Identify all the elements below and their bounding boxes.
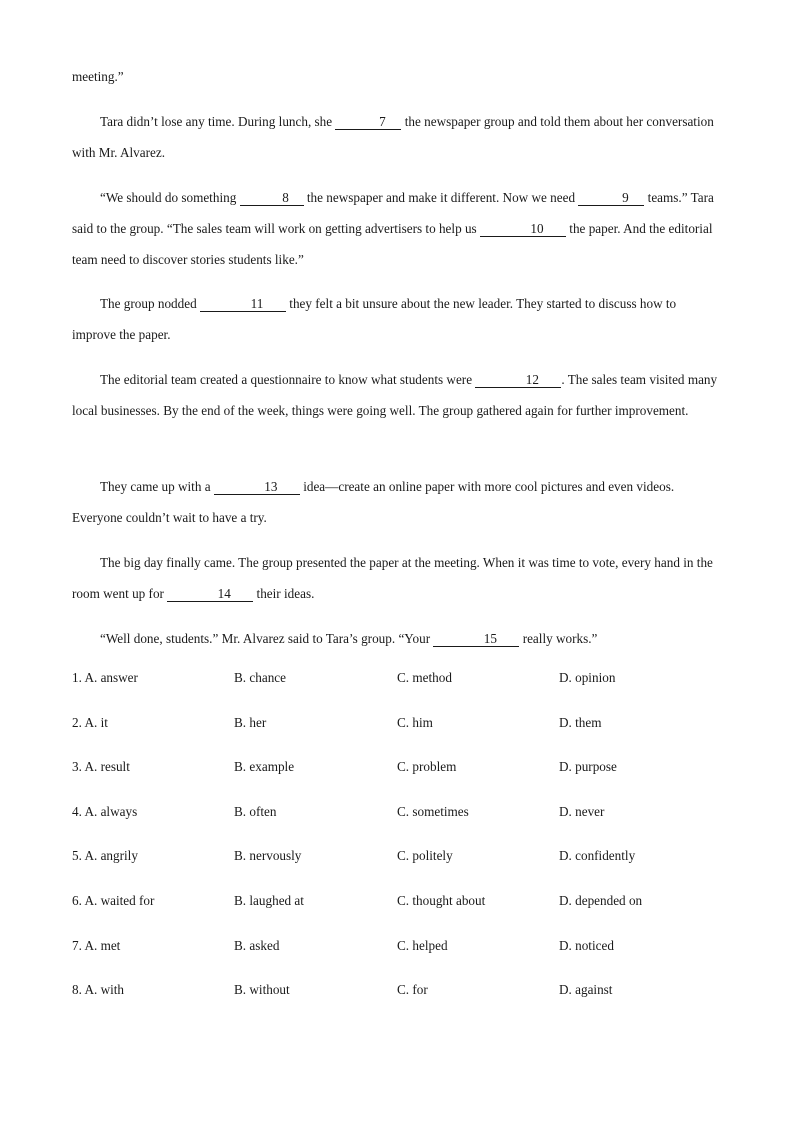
paragraph-7 bbox=[72, 623, 722, 654]
paragraph-text: “We should do something bbox=[100, 190, 240, 205]
paragraph-text: The big day finally came. The group presented the paper at the meeting. When it was time to vote, every hand in the room went up for bbox=[72, 555, 713, 601]
option-b: B. nervously bbox=[234, 848, 302, 864]
option-c: C. politely bbox=[397, 848, 453, 864]
blank-11: 11 bbox=[200, 297, 286, 312]
option-d: D. opinion bbox=[559, 670, 616, 685]
paragraph-4 bbox=[72, 364, 722, 426]
option-d: D. depended on bbox=[559, 892, 643, 908]
option-a: 3. A. result bbox=[72, 759, 130, 775]
option-row-5 bbox=[72, 848, 772, 893]
option-a: 8. A. with bbox=[72, 982, 125, 998]
option-row-2 bbox=[72, 715, 772, 760]
option-c: C. for bbox=[397, 982, 428, 998]
option-b: B. asked bbox=[234, 937, 280, 953]
blank-10: 10 bbox=[480, 222, 566, 237]
paragraph-text: idea—create an online paper with more cool pictures and even videos. Everyone couldn’t wait to have a try. bbox=[72, 479, 675, 525]
option-c: C. problem bbox=[397, 759, 457, 775]
paragraph-text: . The sales team visited many local businesses. By the end of the week, things were going well. The group gathered again for further improvement. bbox=[72, 372, 718, 418]
blank-7: 7 bbox=[335, 115, 401, 130]
blank-8: 8 bbox=[240, 191, 304, 206]
paragraph-text: They came up with a bbox=[100, 479, 214, 494]
option-a: 7. A. met bbox=[72, 937, 121, 953]
option-row-8 bbox=[72, 982, 772, 1027]
option-d: D. them bbox=[559, 714, 602, 730]
option-a: 4. A. always bbox=[72, 803, 138, 819]
option-d: D. noticed bbox=[559, 937, 614, 953]
paragraph-text: the newspaper group and told them about her conversation with Mr. Alvarez. bbox=[72, 114, 714, 160]
paragraph-2 bbox=[72, 182, 722, 275]
paragraph-text: their ideas. bbox=[253, 586, 315, 601]
paragraph-1 bbox=[72, 106, 722, 168]
option-b: B. her bbox=[234, 714, 267, 730]
paragraph-text: meeting.” bbox=[72, 69, 124, 84]
paragraph-text: the paper. And the editorial team need to discover stories students like.” bbox=[72, 221, 713, 267]
paragraph-3 bbox=[72, 288, 722, 350]
option-a: 5. A. angrily bbox=[72, 848, 138, 864]
option-b: B. often bbox=[234, 803, 277, 819]
option-row-3 bbox=[72, 759, 772, 804]
option-c: C. method bbox=[397, 670, 452, 685]
option-d: D. confidently bbox=[559, 848, 636, 864]
option-d: D. purpose bbox=[559, 759, 617, 775]
option-c: C. him bbox=[397, 714, 433, 730]
option-a: 2. A. it bbox=[72, 714, 108, 730]
paragraph-text: they felt a bit unsure about the new leader. They started to discuss how to improve the paper. bbox=[72, 296, 677, 342]
paragraph-5 bbox=[72, 471, 722, 533]
option-row-4 bbox=[72, 804, 772, 849]
blank-12: 12 bbox=[475, 373, 561, 388]
option-b: B. chance bbox=[234, 670, 286, 685]
option-c: C. sometimes bbox=[397, 803, 469, 819]
paragraph-text: the newspaper and make it different. Now we need bbox=[303, 190, 579, 205]
paragraph-text: The group nodded bbox=[100, 296, 200, 311]
paragraph-text: teams.” Tara said to the group. “The sales team will work on getting advertisers to help us bbox=[72, 190, 714, 236]
blank-13: 13 bbox=[214, 480, 300, 495]
paragraph-text: Tara didn’t lose any time. During lunch, she bbox=[100, 114, 336, 129]
option-a: 1. A. answer bbox=[72, 670, 138, 685]
option-c: C. thought about bbox=[397, 892, 486, 908]
paragraph-0 bbox=[72, 61, 722, 92]
blank-9: 9 bbox=[578, 191, 644, 206]
option-a: 6. A. waited for bbox=[72, 892, 155, 908]
option-d: D. against bbox=[559, 982, 613, 998]
paragraph-text: The editorial team created a questionnaire to know what students were bbox=[100, 372, 476, 387]
paragraph-6 bbox=[72, 547, 722, 609]
option-b: B. example bbox=[234, 759, 295, 775]
option-b: B. laughed at bbox=[234, 892, 304, 908]
paragraph-text: really works.” bbox=[519, 631, 598, 646]
option-d: D. never bbox=[559, 803, 605, 819]
blank-15: 15 bbox=[433, 632, 519, 647]
option-row-1 bbox=[72, 670, 772, 715]
option-c: C. helped bbox=[397, 937, 448, 953]
blank-14: 14 bbox=[167, 587, 253, 602]
option-row-7 bbox=[72, 938, 772, 983]
answer-options bbox=[72, 670, 772, 1027]
option-row-6 bbox=[72, 893, 772, 938]
option-b: B. without bbox=[234, 982, 290, 998]
paragraph-text: “Well done, students.” Mr. Alvarez said to Tara’s group. “Your bbox=[100, 631, 434, 646]
